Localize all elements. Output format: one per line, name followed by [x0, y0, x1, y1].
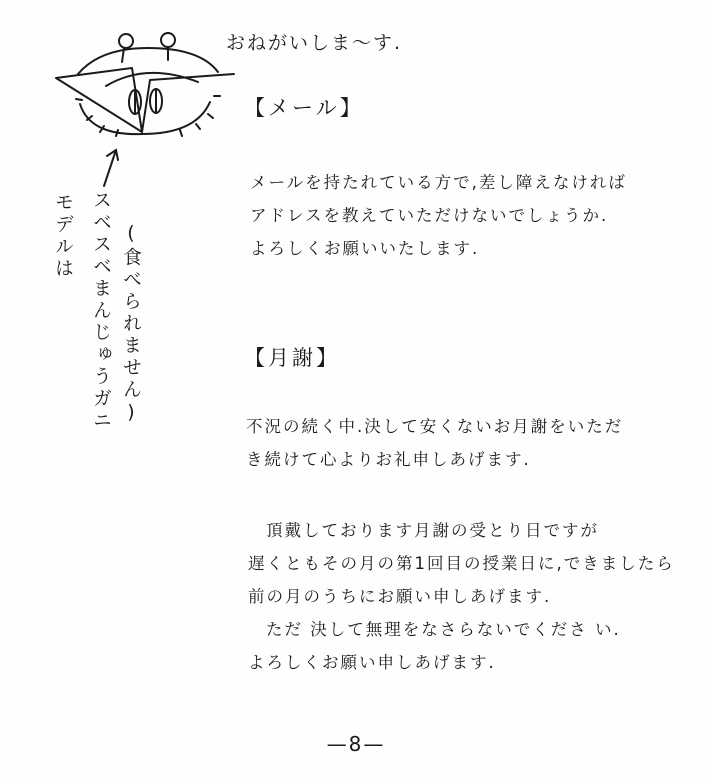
fee-paragraph-1: [246, 410, 623, 476]
fee-p2-line-1: 頂戴しております月謝の受とり日ですが: [266, 521, 599, 540]
fee-p1-line-1: 不況の続く中.決して安くないお月謝をいただ: [246, 417, 624, 436]
mail-line-3: よろしくお願いいたします.: [250, 239, 480, 258]
mail-paragraph: [250, 166, 627, 265]
crab-right-eye: [161, 33, 175, 47]
fee-p2-line-3: 前の月のうちにお願い申しあげます.: [248, 587, 552, 606]
fee-p2-line-2: 遅くともその月の第1回目の授業日に,できましたら: [248, 554, 675, 573]
caption-model: モデルは: [52, 192, 74, 280]
caption-crab-name: スベスベまんじゅうガニ: [90, 190, 112, 432]
mail-line-1: メールを持たれている方で,差し障えなければ: [250, 173, 627, 192]
fee-p2-line-4: ただ 決して無理をなさらないでくださ い.: [266, 620, 621, 639]
greeting: おねがいしま〜す.: [226, 32, 403, 54]
crab-icon: [50, 26, 240, 146]
crab-left-eye: [119, 34, 133, 48]
fee-p2-line-5: よろしくお願い申しあげます.: [248, 653, 496, 672]
arrow-up-icon: [96, 146, 126, 190]
mail-heading: 【メール】: [244, 96, 364, 120]
caption-not-edible: (食べられません): [120, 222, 142, 426]
fee-paragraph-2: [248, 514, 675, 679]
fee-heading: 【月謝】: [244, 346, 340, 370]
fee-p1-line-2: き続けて心よりお礼申しあげます.: [246, 450, 531, 469]
mail-line-2: アドレスを教えていただけないでしょうか.: [250, 206, 609, 225]
page-number: —8—: [326, 732, 386, 756]
